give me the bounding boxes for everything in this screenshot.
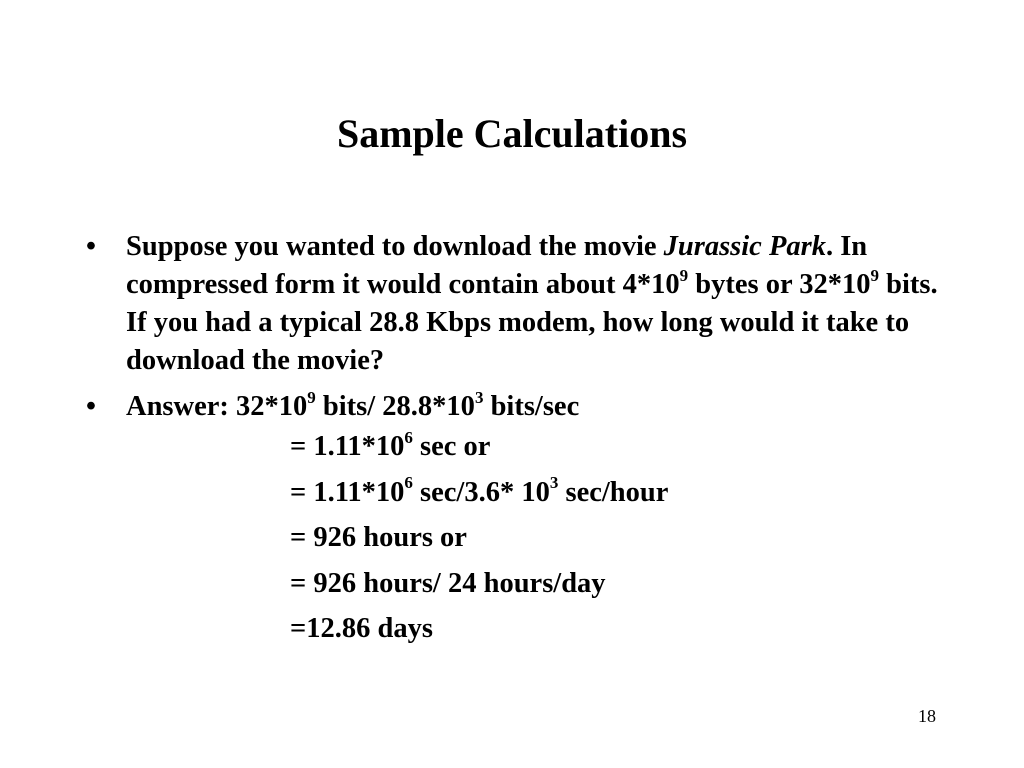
exponent: 9 xyxy=(307,387,316,407)
calc-text: = 926 hours or xyxy=(290,522,467,553)
calculation-steps xyxy=(290,424,990,652)
question-text-3: bytes or 32*10 xyxy=(688,269,871,300)
calc-line-2 xyxy=(290,470,990,516)
exponent: 3 xyxy=(549,473,559,492)
calc-line-3 xyxy=(290,515,990,561)
page-number: 18 xyxy=(918,706,936,726)
bullet-dot-icon: • xyxy=(86,231,96,262)
bullet-dot-icon: • xyxy=(86,391,96,422)
exponent: 6 xyxy=(404,473,413,492)
question-text-4: bits. If you had a typical 28.8 Kbps modem, how long would it take to download the movie? xyxy=(126,269,938,376)
exponent: 3 xyxy=(474,387,484,407)
exponent: 6 xyxy=(404,427,413,447)
calc-text: = 1.11*10 xyxy=(290,431,405,462)
calc-text: =12.86 days xyxy=(290,613,433,644)
calc-text: = 926 hours/ 24 hours/day xyxy=(290,567,606,599)
slide-title: Sample Calculations xyxy=(336,111,688,156)
bullet-list xyxy=(80,228,960,434)
calc-text: sec/3.6* 10 xyxy=(412,476,550,508)
bullet-answer xyxy=(80,388,960,426)
question-text-2: . In compressed form it would contain about 4*10 xyxy=(126,231,868,300)
answer-text-2: bits/ 28.8*10 xyxy=(315,391,475,422)
movie-title: Jurassic Park xyxy=(663,231,826,262)
answer-text-1: Answer: 32*10 xyxy=(126,391,308,422)
calc-text: sec/hour xyxy=(558,476,669,508)
calc-line-1 xyxy=(290,424,990,470)
calc-line-4 xyxy=(290,561,990,607)
answer-text-3: bits/sec xyxy=(483,391,580,422)
calc-text: sec or xyxy=(412,431,491,462)
exponent: 9 xyxy=(679,265,689,285)
calc-text: = 1.11*10 xyxy=(290,476,405,508)
calc-line-5 xyxy=(290,606,990,652)
question-text-1: Suppose you wanted to download the movie xyxy=(126,231,664,262)
exponent: 9 xyxy=(870,265,879,285)
bullet-question xyxy=(80,228,960,380)
